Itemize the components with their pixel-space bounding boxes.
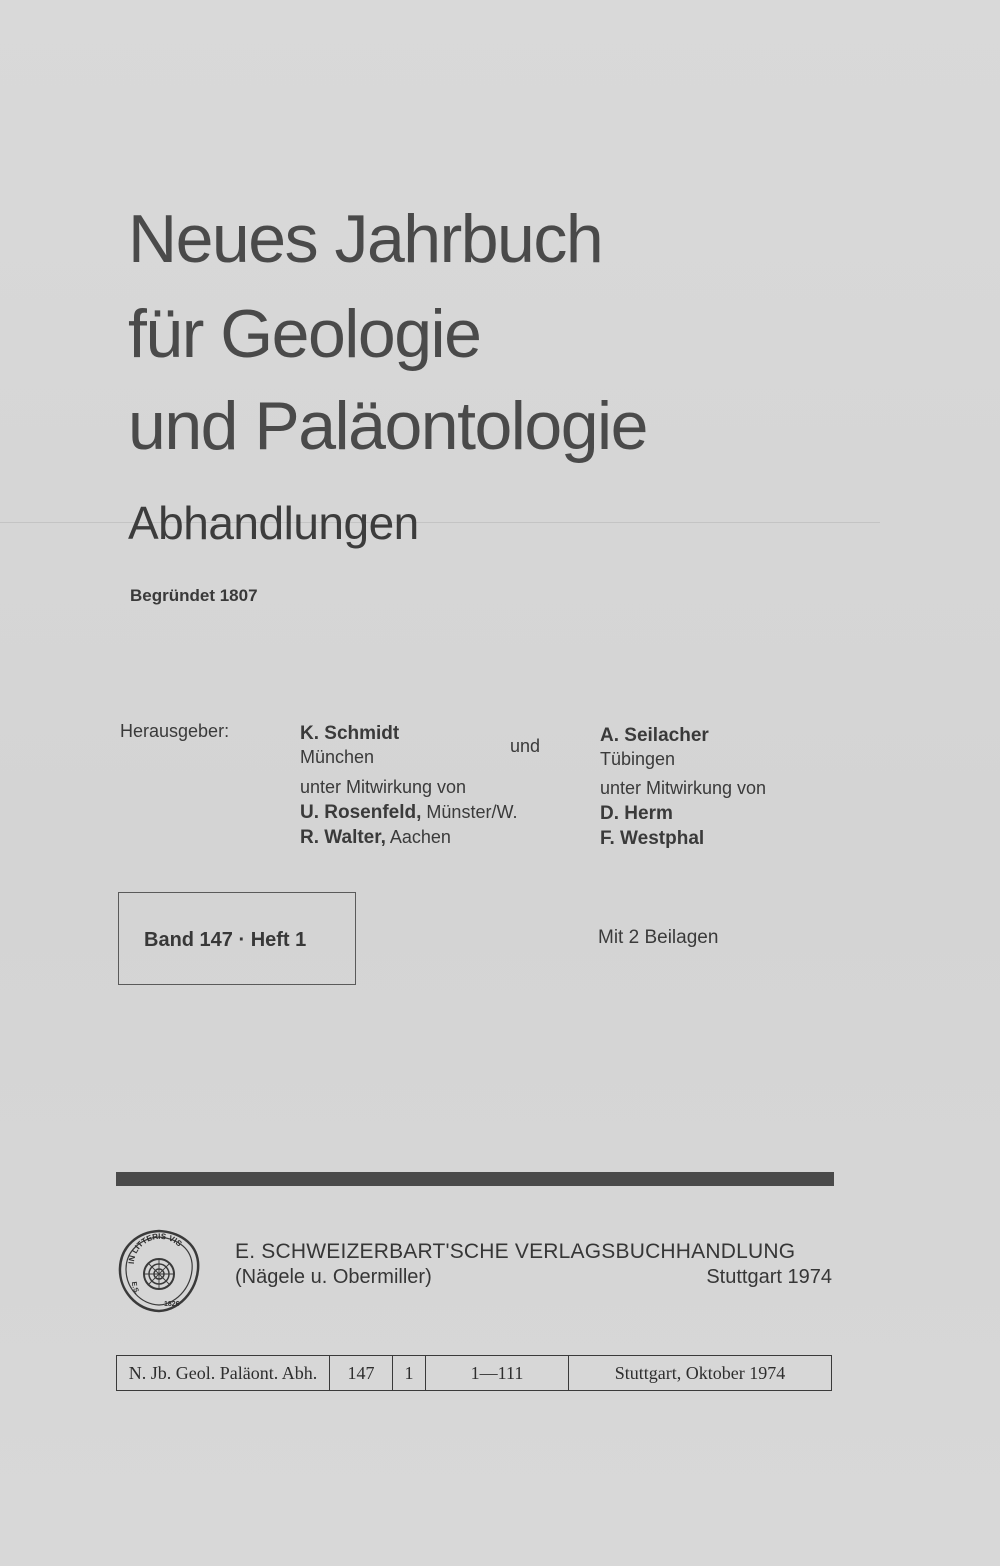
title-line-2: für Geologie	[128, 296, 481, 372]
co-editor-left-2	[300, 828, 451, 847]
co-editor-city: Aachen	[389, 827, 451, 847]
seal-initials: E.S.	[129, 1281, 141, 1296]
subtitle: Abhandlungen	[128, 497, 419, 549]
editor-left-name: K. Schmidt	[300, 723, 400, 744]
volume-issue: Band 147 · Heft 1	[144, 929, 307, 951]
co-editor-name: D. Herm	[600, 803, 673, 824]
supplements-note: Mit 2 Beilagen	[598, 927, 719, 948]
editor-right-collab-label: unter Mitwirkung von	[600, 778, 767, 798]
citation-strip	[116, 1355, 832, 1391]
publisher-place-year: Stuttgart 1974	[706, 1266, 832, 1288]
title-line-3: und Paläontologie	[128, 388, 647, 464]
co-editor-right-1	[600, 804, 673, 823]
citation-journal: N. Jb. Geol. Paläont. Abh.	[117, 1356, 330, 1391]
svg-text:E.S.	[130, 1281, 140, 1295]
co-editor-city: Münster/W.	[426, 802, 518, 822]
publisher-owners: (Nägele u. Obermiller)	[235, 1266, 432, 1288]
editor-left-collab-label: unter Mitwirkung von	[300, 777, 467, 797]
citation-row	[117, 1356, 832, 1391]
co-editor-left-1	[300, 803, 517, 822]
founded-note: Begründet 1807	[130, 586, 258, 605]
seal-year: 1826	[164, 1301, 180, 1308]
publisher-seal-icon	[116, 1228, 202, 1314]
title-line-1: Neues Jahrbuch	[128, 201, 603, 277]
seal-top-text: IN LITTERIS VIS	[126, 1231, 184, 1265]
co-editor-right-2	[600, 829, 704, 848]
editor-right-name: A. Seilacher	[600, 725, 709, 746]
citation-issue: 1	[393, 1356, 426, 1391]
citation-volume: 147	[330, 1356, 393, 1391]
editors-conjunction: und	[510, 736, 541, 756]
citation-date: Stuttgart, Oktober 1974	[569, 1356, 832, 1391]
citation-pages: 1—111	[426, 1356, 569, 1391]
co-editor-name: F. Westphal	[600, 828, 705, 849]
co-editor-name: U. Rosenfeld,	[300, 802, 422, 823]
heavy-rule	[116, 1172, 834, 1186]
editors-label: Herausgeber:	[120, 721, 230, 741]
co-editor-name: R. Walter,	[300, 827, 386, 848]
publisher-name: E. SCHWEIZERBART'SCHE VERLAGSBUCHHANDLUNG	[235, 1240, 796, 1263]
editor-left-city: München	[300, 747, 375, 767]
editor-right-city: Tübingen	[600, 749, 676, 769]
